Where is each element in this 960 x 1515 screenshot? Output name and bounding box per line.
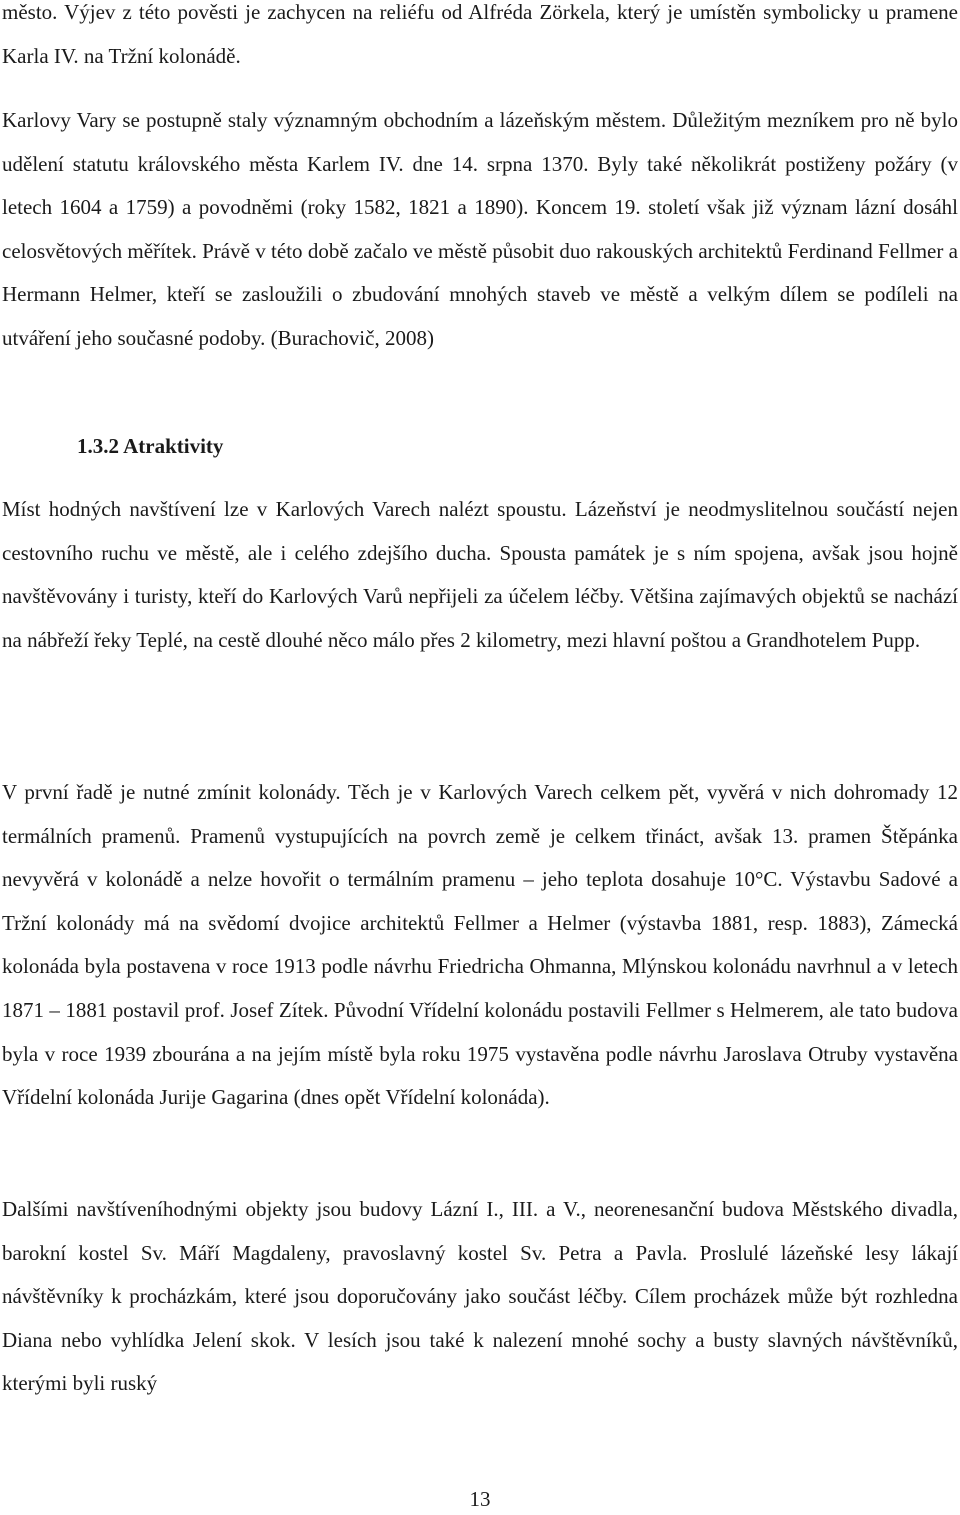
paragraph-attractions-intro: Míst hodných navštívení lze v Karlových Varech nalézt spoustu. Lázeňství je neodmyslitelnou součástí nejen cestovního ruchu ve městě, ale i celého zdejšího ducha. Spousta památek je s ním spojena, avšak jsou hojně navštěvovány i turisty, kteří do Karlových Varů nepřijeli za účelem léčby. Většina zajímavých objektů se nachází na nábřeží řeky Teplé, na cestě dlouhé něco málo přes 2 kilometry, mezi hlavní poštou a Grandhotelem Pupp. (2, 497, 958, 652)
section-heading: 1.3.2 Atraktivity (77, 434, 224, 458)
paragraph-legend-continuation: město. Výjev z této pověsti je zachycen na reliéfu od Alfréda Zörkela, který je umístěn symbolicky u pramene Karla IV. na Tržní kolonádě. (2, 0, 958, 68)
paragraph-colonnades: V první řadě je nutné zmínit kolonády. Těch je v Karlových Varech celkem pět, vyvěrá v nich dohromady 12 termálních pramenů. Pramenů vystupujících na povrch země je celkem třináct, avšak 13. pramen Štěpánka nevyvěrá v kolonádě a nelze hovořit o termálním pramenu – jeho teplota dosahuje 10°C. Výstavbu Sadové a Tržní kolonády má na svědomí dvojice architektů Fellmer a Helmer (výstavba 1881, resp. 1883), Zámecká kolonáda byla postavena v roce 1913 podle návrhu Friedricha Ohmanna, Mlýnskou kolonádu navrhnul a v letech 1871 – 1881 postavil prof. Josef Zítek. Původní Vřídelní kolonádu postavili Fellmer s Helmerem, ale tato budova byla v roce 1939 zbourána a na jejím místě byla roku 1975 vystavěna podle návrhu Jaroslava Otruby vystavěna Vřídelní kolonáda Jurije Gagarina (dnes opět Vřídelní kolonáda). (2, 780, 958, 1110)
page-number: 13 (469, 1487, 491, 1511)
paragraph-other-sights: Dalšími navštíveníhodnými objekty jsou budovy Lázní I., III. a V., neorenesanční budova Městského divadla, barokní kostel Sv. Máří Magdaleny, pravoslavný kostel Sv. Petra a Pavla. Proslulé lázeňské lesy lákají návštěvníky k procházkám, které jsou doporučovány jako součást léčby. Cílem procházek může být rozhledna Diana nebo vyhlídka Jelení skok. V lesích jsou také k nalezení mnohé sochy a busty slavných návštěvníků, kterými byli ruský (2, 1197, 958, 1396)
paragraph-history: Karlovy Vary se postupně staly významným obchodním a lázeňským městem. Důležitým mezníkem pro ně bylo udělení statutu královského města Karlem IV. dne 14. srpna 1370. Byly také několikrát postiženy požáry (v letech 1604 a 1759) a povodněmi (roky 1582, 1821 a 1890). Koncem 19. století však již význam lázní dosáhl celosvětových měřítek. Právě v této době začalo ve městě působit duo rakouských architektů Ferdinand Fellmer a Hermann Helmer, kteří se zasloužili o zbudování mnohých staveb ve městě a velkým dílem se podíleli na utváření jeho současné podoby. (Burachovič, 2008) (2, 108, 958, 350)
